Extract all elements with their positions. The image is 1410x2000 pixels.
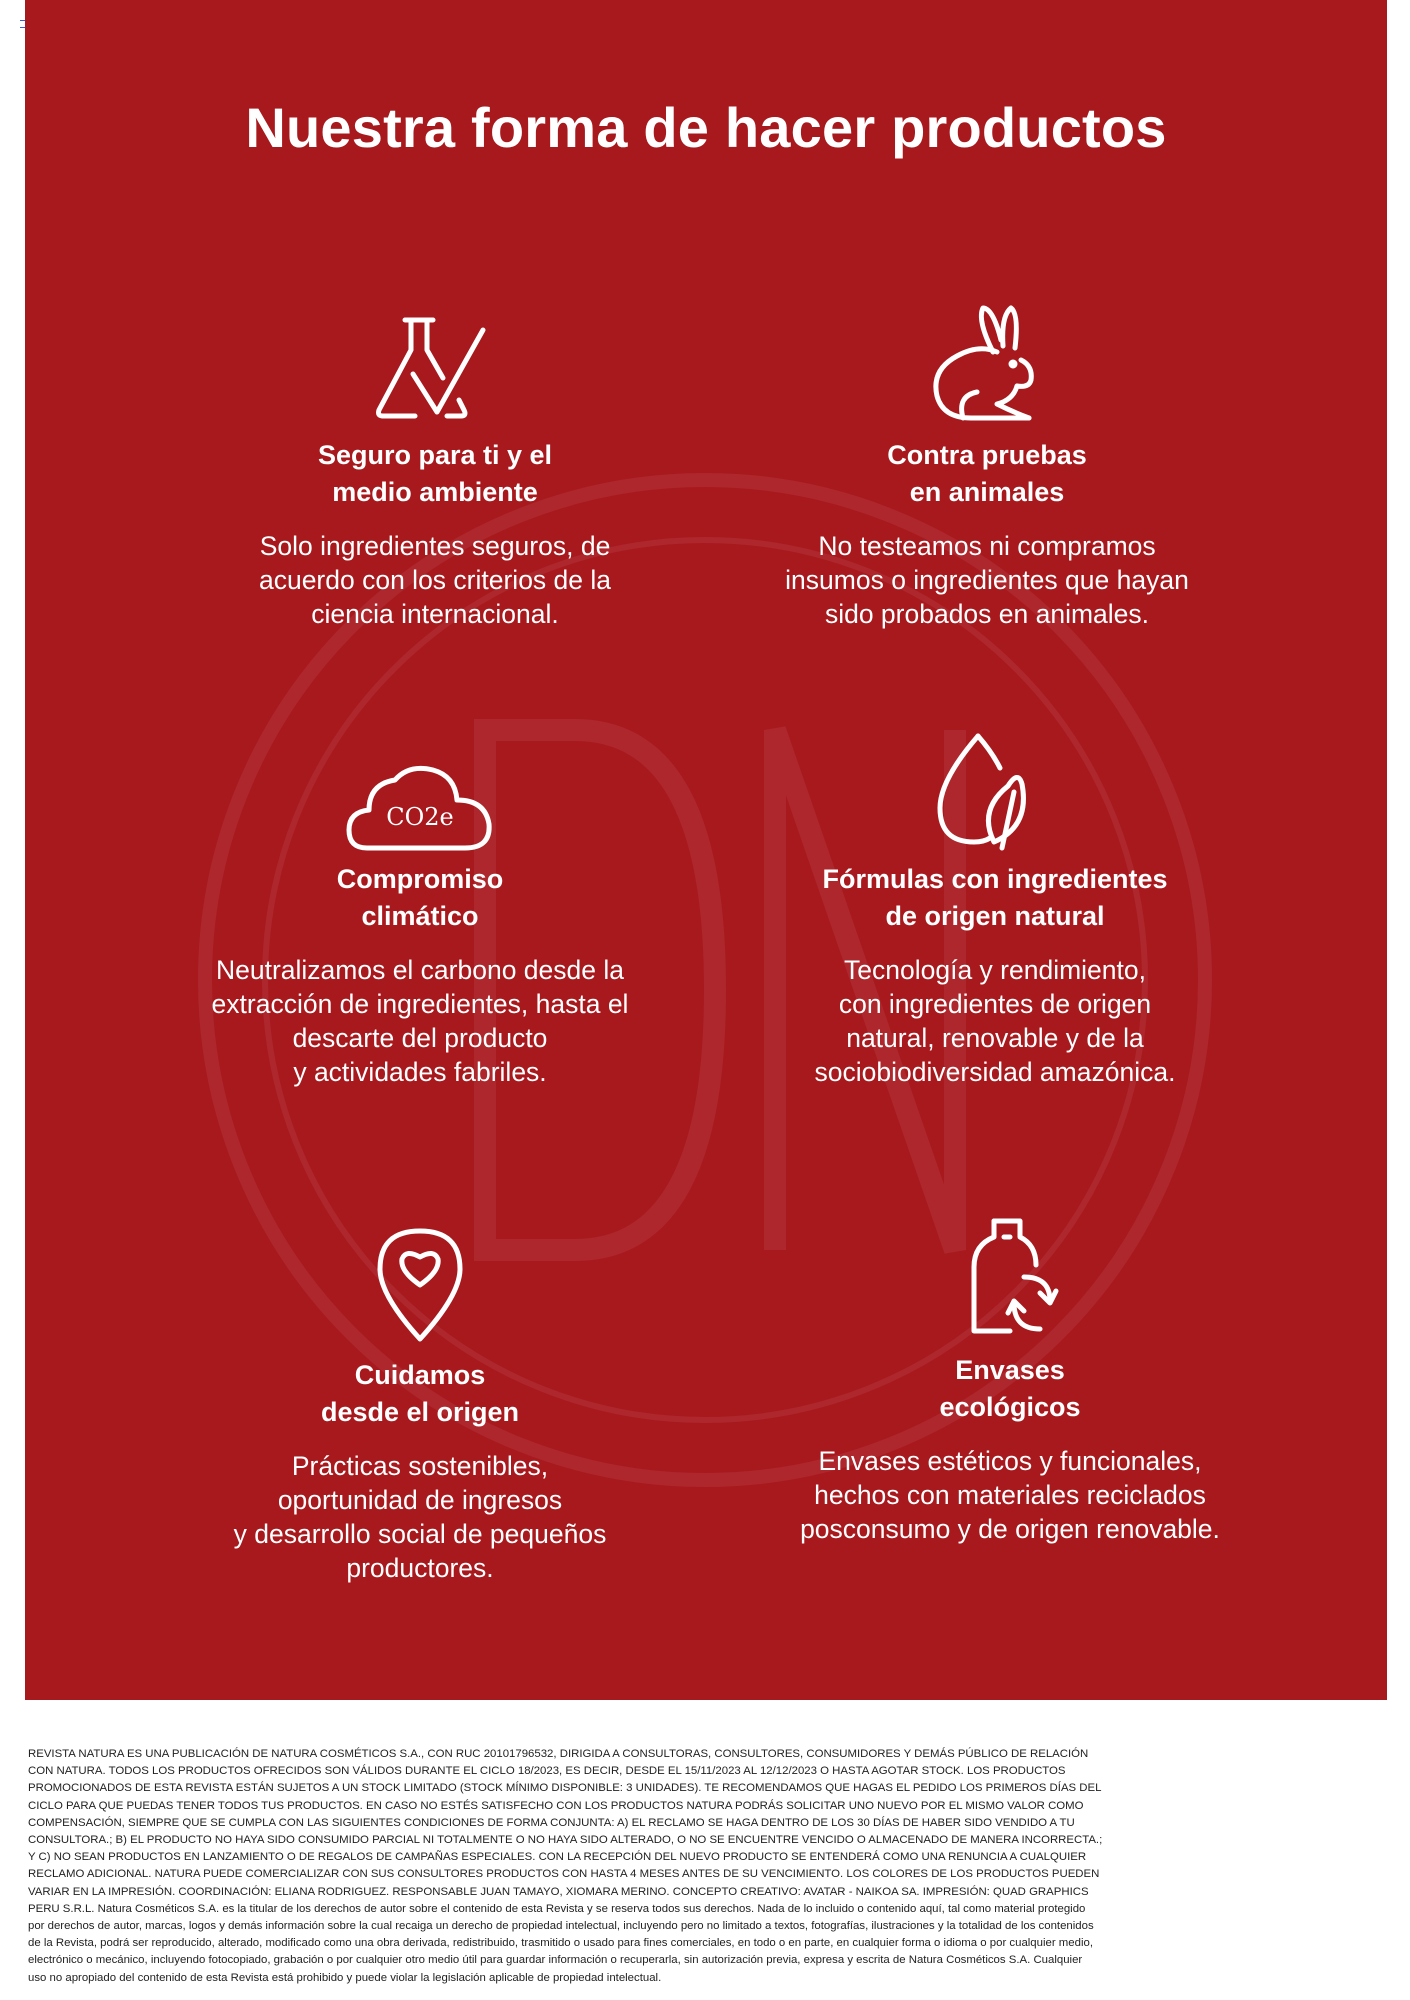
legal-line: RECLAMO ADICIONAL. NATURA PUEDE COMERCIALIZAR CON SUS CONSULTORES PRODUCTOS CON HASTA 4 MESES ANTES DE SU VENCIMIENTO. LOS COLORES DE LOS PRODUCTOS PUEDEN [28,1868,1100,1881]
feature-title: Seguro para ti y el medio ambiente [317,440,553,507]
legal-line: uso no apropiado del contenido de esta Revista está prohibido y puede violar la legislación aplicable de propiedad intelectual. [28,1971,662,1984]
feature-description: Solo ingredientes seguros, de acuerdo con los criterios de la ciencia internacional. [258,531,612,629]
legal-line: por derechos de autor, marcas, logos y demás información sobre la cual recaiga un derecho de propiedad intelectual, incluyendo pero no limitado a textos, fotografías, ilustraciones y la totalidad de los contenidos [28,1920,1094,1933]
legal-line: CONSULTORA.; B) EL PRODUCTO NO HAYA SIDO CONSUMIDO PARCIAL NI TOTALMENTE O NO HAYA SIDO ALTERADO, O NO SE ENCUENTRE VENCIDO O ALMACENADO DE MANERA INCORRECTA.; [28,1834,1103,1847]
feature-origin-care [140,1225,700,1585]
legal-line: Y C) NO SEAN PRODUCTOS EN LANZAMIENTO O DE REGALOS DE CAMPAÑAS ESPECIALES. CON LA RECEPCIÓN DEL NUEVO PRODUCTO SE ENTENDERÁ COMO UNA RENUNCIA A CUALQUIER [28,1851,1087,1864]
recycle-bottle-icon [960,1215,1060,1340]
legal-line: CON NATURA. TODOS LOS PRODUCTOS OFRECIDOS SON VÁLIDOS DURANTE EL CICLO 18/2023, ES DECIR, DESDE EL 15/11/2023 AL 12/12/2023 O HASTA AGOTAR STOCK. LOS PRODUCTOS [28,1765,1066,1778]
feature-description: Prácticas sostenibles, oportunidad de ingresos y desarrollo social de pequeños productores. [233,1451,607,1583]
co2e-cloud-icon [345,760,495,855]
legal-line: PERU S.R.L. Natura Cosméticos S.A. es la titular de los derechos de autor sobre el contenido de esta Revista y se reserva todos sus derechos. Nada de lo incluido o contenido aquí, tal como material protegido [28,1902,1086,1915]
legal-line: CICLO PARA QUE PUEDAS TENER TODOS TUS PRODUCTOS. EN CASO NO ESTÉS SATISFECHO CON LOS PRODUCTOS NATURA PODRÁS SOLICITAR UNO NUEVO POR EL MISMO VALOR COMO [28,1799,1084,1812]
feature-title: Compromiso climático [336,864,504,931]
flask-check-icon [365,300,505,425]
legal-line: REVISTA NATURA ES UNA PUBLICACIÓN DE NATURA COSMÉTICOS S.A., CON RUC 20101796532, DIRIGIDA A CONSULTORAS, CONSULTORES, CONSUMIDORES Y DEMÁS PÚBLICO DE RELACIÓN [28,1748,1089,1760]
feature-title: Cuidamos desde el origen [320,1360,520,1427]
feature-description: Envases estéticos y funcionales, hechos con materiales reciclados posconsumo y de origen renovable. [800,1446,1220,1544]
legal-line: electrónico o mecánico, incluyendo fotocopiado, grabación o por cualquier otro medio útil para guardar información o recuperarla, sin autorización previa, expresa y escrita de Natura Cosméticos S.A. Cualquier [28,1954,1083,1967]
legal-line: de la Revista, podrá ser reproducido, alterado, modificado como una obra derivada, redistribuido, trasmitido o usado para fines comerciales, en todo o en parte, en cualquier forma o idioma o por cualquier medio, [28,1937,1093,1950]
feature-description: No testeamos ni compramos insumos o ingredientes que hayan sido probados en animales. [785,531,1189,629]
feature-title: Contra pruebas en animales [887,440,1087,507]
feature-climate [140,760,700,1089]
co2e-label: CO2e [386,803,454,831]
feature-title: Fórmulas con ingredientes de origen natural [822,864,1168,931]
rabbit-icon [917,300,1057,425]
heart-pin-icon [370,1225,470,1345]
feature-cruelty-free [707,300,1267,631]
feature-natural-origin [715,730,1275,1089]
legal-line: COMPENSACIÓN, SIEMPRE QUE SE CUMPLA CON LAS SIGUIENTES CONDICIONES DE FORMA CONJUNTA: A) EL RECLAMO SE HAGA DENTRO DE LOS 30 DÍAS DE HABER SIDO VENDIDO A TU [28,1816,1075,1829]
drop-leaf-icon [930,730,1060,855]
feature-safe [155,300,715,631]
feature-eco-packaging [730,1215,1290,1546]
legal-line: VARIAR EN LA IMPRESIÓN. COORDINACIÓN: ELIANA RODRIGUEZ. RESPONSABLE JUAN TAMAYO, XIOMARA MERINO. CONCEPTO CREATIVO: AVATAR - NAIKOA SA. IMPRESIÓN: QUAD GRAPHICS [28,1885,1089,1898]
legal-line: PROMOCIONADOS DE ESTA REVISTA ESTÁN SUJETOS A UN STOCK LIMITADO (STOCK MÍNIMO DISPONIBLE: 3 UNIDADES). TE RECOMENDAMOS QUE HAGAS EL PEDIDO LOS PRIMEROS DÍAS DEL [28,1782,1102,1795]
page-title: Nuestra forma de hacer productos [245,96,1167,159]
legal-disclaimer [28,1746,1384,1987]
feature-title: Envases ecológicos [939,1355,1081,1422]
products-panel [25,0,1387,1700]
feature-description: Tecnología y rendimiento, con ingredientes de origen natural, renovable y de la sociobiodiversidad amazónica. [814,955,1176,1087]
feature-description: Neutralizamos el carbono desde la extracción de ingredientes, hasta el descarte del producto y actividades fabriles. [211,955,629,1087]
